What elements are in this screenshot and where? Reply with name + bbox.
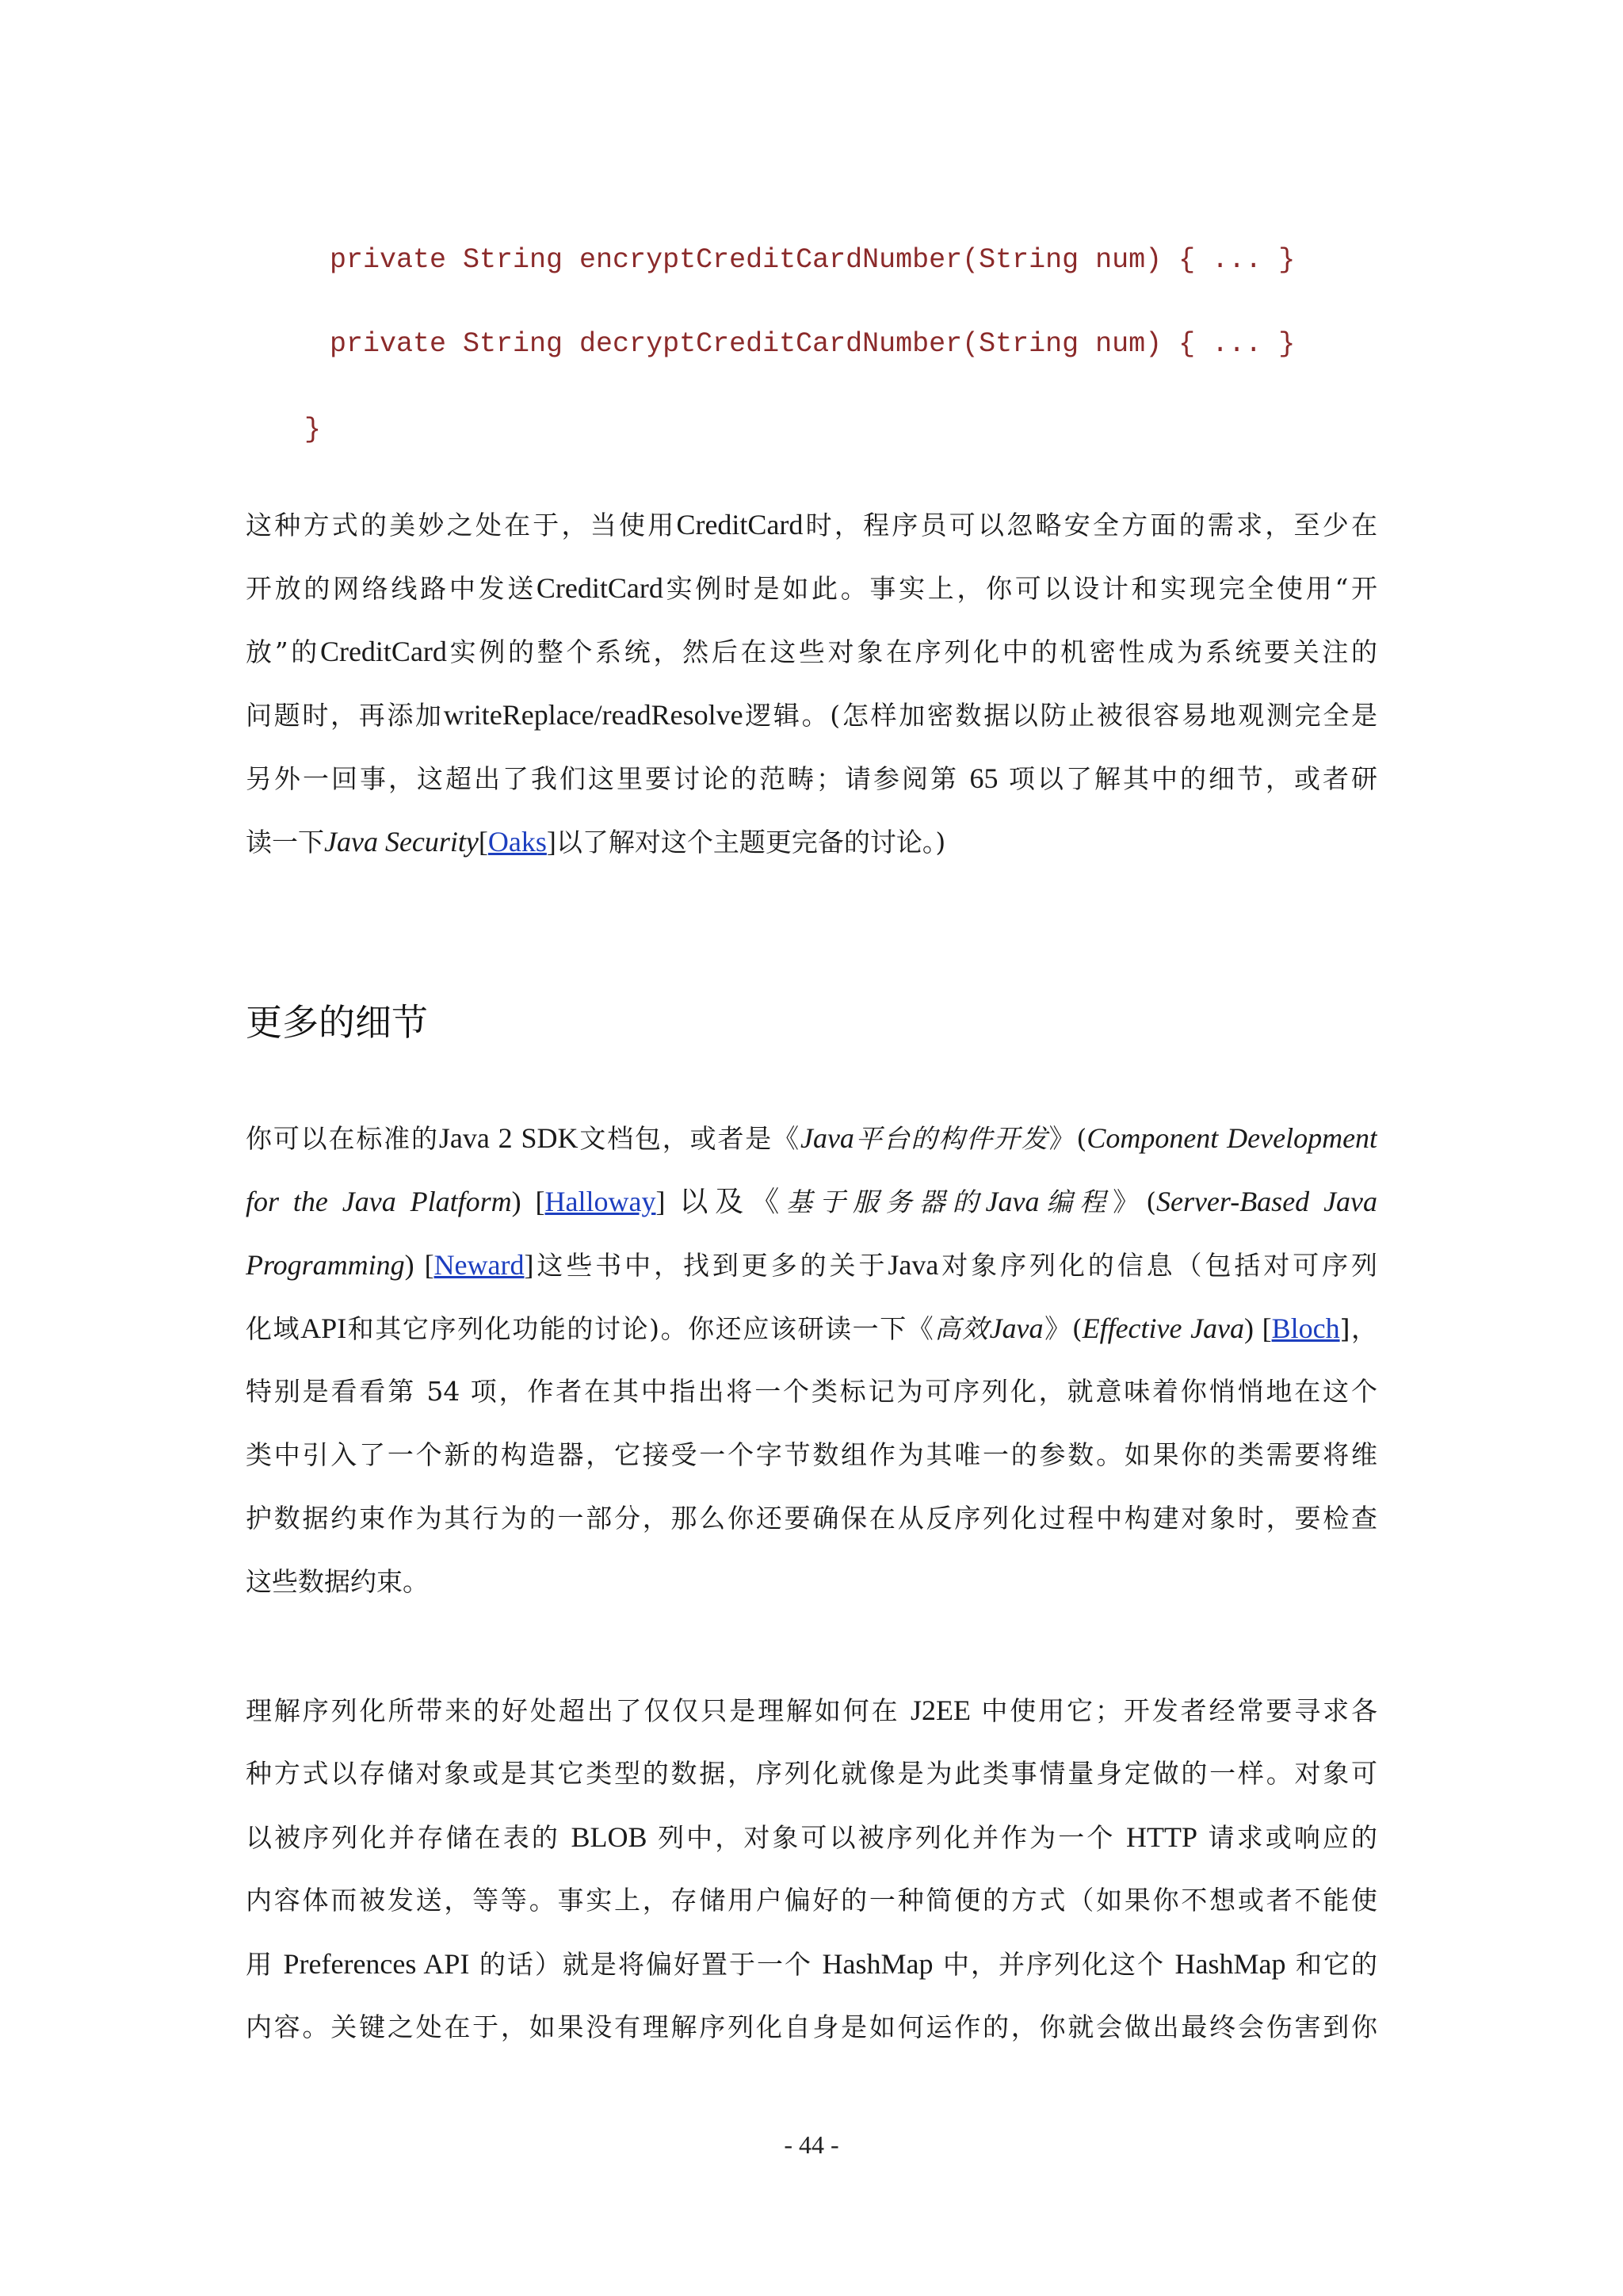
reference-link-halloway[interactable]: Halloway [544,1186,656,1217]
paragraph-line: 用 Preferences API 的话）就是将偏好置于一个 HashMap 中，并序列化这个 HashMap 和它的 [246,1948,1377,1980]
code-line-encrypt: private String encryptCreditCardNumber(String num) { ... } [330,244,1296,276]
code-closing-brace: } [304,414,322,445]
reference-link-bloch[interactable]: Bloch [1271,1312,1340,1344]
paragraph-line: 另外一回事，这超出了我们这里要讨论的范畴；请参阅第 65 项以了解其中的细节，或者研 [246,762,1377,794]
code-line-decrypt: private String decryptCreditCardNumber(String num) { ... } [330,328,1296,360]
section-heading: 更多的细节 [246,1001,428,1044]
paragraph-line: 开放的网络线路中发送CreditCard实例时是如此。事实上，你可以设计和实现完全使用“开 [246,572,1377,604]
paragraph-line: 化域API和其它序列化功能的讨论)。你还应该研读一下《高效Java》(Effective Java) [Bloch]， [246,1312,1377,1344]
paragraph-line: 读一下Java Security[Oaks]以了解对这个主题更完备的讨论。) [246,826,946,858]
reference-link-neward[interactable]: Neward [433,1249,525,1281]
paragraph-line: 这些数据约束。 [246,1566,429,1597]
paragraph-more-details [246,1106,1377,1614]
paragraph-line: 内容。关键之处在于，如果没有理解序列化自身是如何运作的，你就会做出最终会伤害到你 [246,2011,1377,2042]
paragraph-line: 类中引入了一个新的构造器，它接受一个字节数组作为其唯一的参数。如果你的类需要将维 [246,1439,1377,1470]
paragraph-line: 这种方式的美妙之处在于，当使用CreditCard时，程序员可以忽略安全方面的需求，至少在 [246,509,1377,541]
paragraph-line: 护数据约束作为其行为的一部分，那么你还要确保在从反序列化过程中构建对象时，要检查 [246,1503,1377,1534]
paragraph-serialization-benefit [246,493,1377,873]
paragraph-understanding-serialization [246,1679,1377,2059]
paragraph-line: 特别是看看第 54 项，作者在其中指出将一个类标记为可序列化，就意味着你悄悄地在这个 [246,1376,1377,1407]
paragraph-line: 种方式以存储对象或是其它类型的数据，序列化就像是为此类事情量身定做的一样。对象可 [246,1758,1377,1789]
paragraph-line: Programming) [Neward]这些书中，找到更多的关于Java对象序列化的信息（包括对可序列 [246,1249,1377,1281]
paragraph-line: for the Java Platform) [Halloway] 以及《基于服务器的Java编程》(Server-Based Java [246,1186,1377,1217]
paragraph-line: 你可以在标准的Java 2 SDK文档包，或者是《Java平台的构件开发》(Component Development [246,1122,1377,1154]
paragraph-line: 理解序列化所带来的好处超出了仅仅只是理解如何在 J2EE 中使用它；开发者经常要寻求各 [246,1694,1377,1726]
paragraph-line: 问题时，再添加writeReplace/readResolve逻辑。(怎样加密数据以防止被很容易地观测完全是 [246,699,1377,731]
paragraph-line: 放”的CreditCard实例的整个系统，然后在这些对象在序列化中的机密性成为系统要关注的 [246,636,1377,667]
paragraph-line: 以被序列化并存储在表的 BLOB 列中，对象可以被序列化并作为一个 HTTP 请求或响应的 [246,1821,1377,1853]
reference-link-oaks[interactable]: Oaks [487,826,547,858]
paragraph-line: 内容体而被发送，等等。事实上，存储用户偏好的一种简便的方式（如果你不想或者不能使 [246,1885,1377,1916]
page-number: - 44 - [784,2130,839,2159]
